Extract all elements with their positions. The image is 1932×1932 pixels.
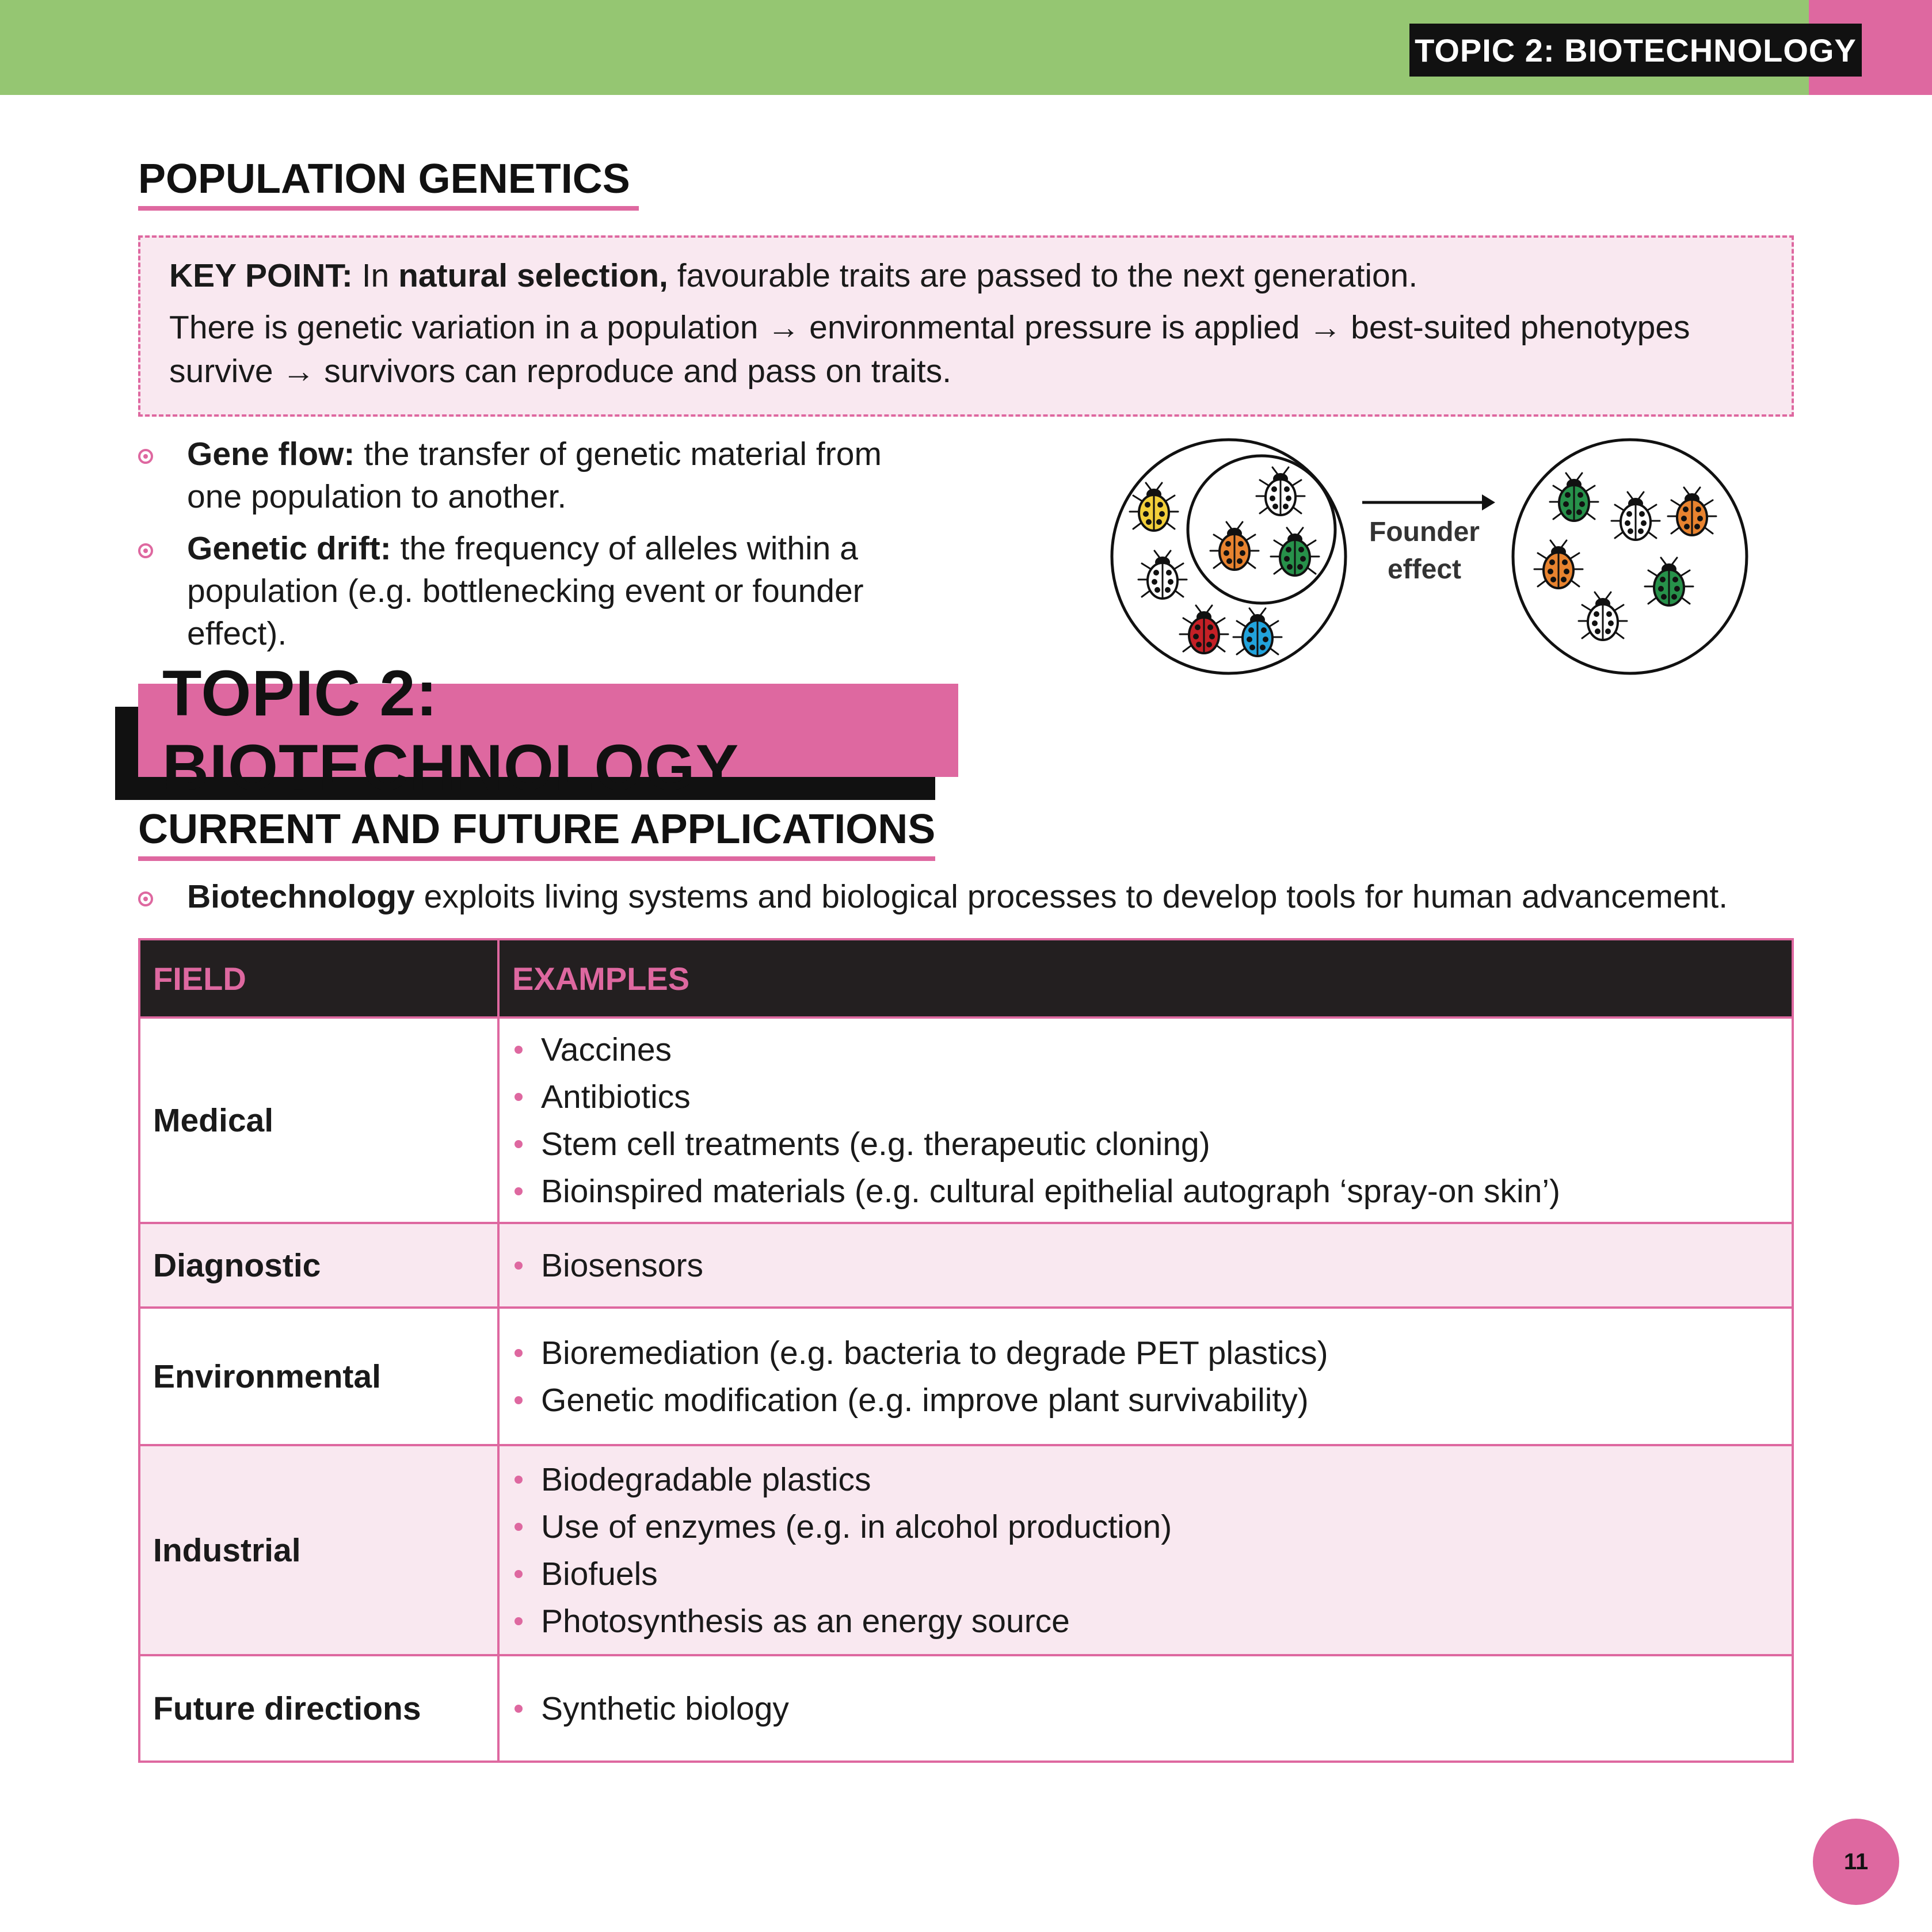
- key-point-label: KEY POINT:: [169, 257, 353, 294]
- section-heading-population-genetics: [138, 155, 630, 203]
- list-item: Use of enzymes (e.g. in alcohol production): [512, 1503, 1779, 1550]
- key-point-text-before: In: [361, 257, 390, 294]
- bullet-term: Genetic drift:: [187, 530, 391, 567]
- table-row: [139, 1655, 1793, 1762]
- bullet-text: the transfer of genetic material from one population to another.: [187, 436, 882, 515]
- list-item: Vaccines: [512, 1026, 1779, 1073]
- heading-text: POPULATION GENETICS: [138, 156, 630, 202]
- field-cell: Industrial: [139, 1445, 498, 1655]
- section-heading-applications: [138, 806, 935, 853]
- table-header-row: [139, 939, 1793, 1018]
- bullet-text: the frequency of alleles within a population (e.g. bottlenecking event or founder effect).: [187, 530, 864, 652]
- applications-table: [138, 938, 1794, 1763]
- table-row: [139, 1018, 1793, 1223]
- population-bullets: [138, 433, 944, 655]
- founder-effect-label-2: effect: [1387, 554, 1462, 585]
- list-item: Synthetic biology: [512, 1685, 1779, 1732]
- bullet-gene-flow: [138, 433, 944, 518]
- examples-cell: [498, 1223, 1793, 1308]
- key-point-text-after: favourable traits are passed to the next generation.: [677, 257, 1418, 294]
- table-row: [139, 1445, 1793, 1655]
- list-item: Bioinspired materials (e.g. cultural epithelial autograph ‘spray-on skin’): [512, 1168, 1779, 1215]
- topic-banner: TOPIC 2: BIOTECHNOLOGY: [138, 684, 958, 777]
- header-field: FIELD: [139, 939, 498, 1018]
- key-point-line1: [169, 254, 1763, 298]
- bullet-text: exploits living systems and biological processes to develop tools for human advancement.: [424, 878, 1728, 915]
- founder-effect-label-1: Founder: [1369, 517, 1480, 547]
- list-item: Stem cell treatments (e.g. therapeutic cloning): [512, 1121, 1779, 1168]
- bullet-biotechnology: [138, 875, 1807, 918]
- heading-text: CURRENT AND FUTURE APPLICATIONS: [138, 806, 936, 852]
- list-item: Biodegradable plastics: [512, 1456, 1779, 1503]
- list-item: Biosensors: [512, 1242, 1779, 1289]
- examples-cell: [498, 1655, 1793, 1762]
- table-row: [139, 1308, 1793, 1445]
- list-item: Photosynthesis as an energy source: [512, 1598, 1779, 1645]
- bullet-icon: [138, 891, 153, 906]
- bullet-genetic-drift: [138, 527, 944, 655]
- bullet-icon: [138, 543, 153, 558]
- list-item: Antibiotics: [512, 1073, 1779, 1121]
- heading-underline: [138, 206, 639, 211]
- key-point-box: [138, 235, 1794, 417]
- bullet-term: Gene flow:: [187, 436, 355, 472]
- bullet-icon: [138, 449, 153, 464]
- heading-underline: [138, 856, 935, 861]
- header-topic-label: TOPIC 2: BIOTECHNOLOGY: [1409, 24, 1862, 77]
- founder-effect-diagram: [1105, 435, 1755, 676]
- field-cell: Medical: [139, 1018, 498, 1223]
- field-cell: Future directions: [139, 1655, 498, 1762]
- key-point-emphasis: natural selection,: [398, 257, 668, 294]
- examples-cell: [498, 1445, 1793, 1655]
- list-item: Genetic modification (e.g. improve plant survivability): [512, 1377, 1779, 1424]
- table-row: [139, 1223, 1793, 1308]
- page-number: 11: [1813, 1819, 1899, 1905]
- bullet-term: Biotechnology: [187, 878, 415, 915]
- examples-cell: [498, 1018, 1793, 1223]
- field-cell: Environmental: [139, 1308, 498, 1445]
- applications-intro: [138, 875, 1807, 918]
- field-cell: Diagnostic: [139, 1223, 498, 1308]
- arrow-head-icon: [1482, 494, 1495, 510]
- examples-cell: [498, 1308, 1793, 1445]
- key-point-line2: There is genetic variation in a population → environmental pressure is applied → best-suited phenotypes survive → survivors can reproduce and pass on traits.: [169, 309, 1690, 390]
- header-examples: EXAMPLES: [498, 939, 1793, 1018]
- list-item: Biofuels: [512, 1550, 1779, 1598]
- list-item: Bioremediation (e.g. bacteria to degrade PET plastics): [512, 1329, 1779, 1377]
